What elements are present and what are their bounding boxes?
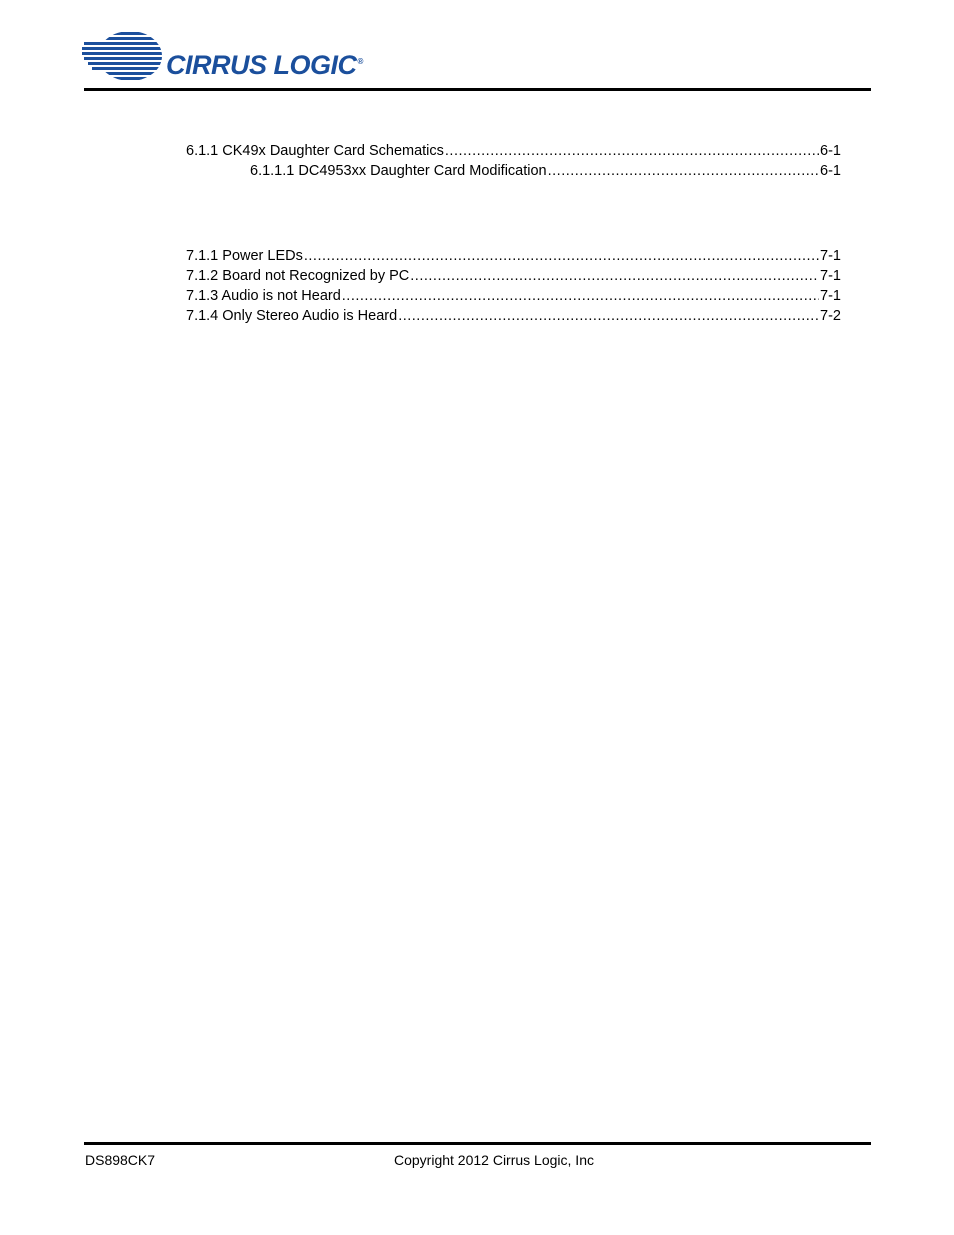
toc-leader-dots [342,287,819,305]
header-rule [84,88,871,91]
toc-leader-dots [304,247,819,265]
logo-wordmark: CIRRUS LOGIC® [166,50,363,80]
cirrus-logo-mark-icon [82,30,172,86]
footer-rule [84,1142,871,1145]
footer-doc-id: DS898CK7 [85,1152,156,1168]
toc-entry-page: 7-1 [820,248,841,264]
toc-entry-label: 7.1.4 Only Stereo Audio is Heard [186,308,398,324]
toc-entry-page: 7-1 [820,288,841,304]
toc-leader-dots [398,307,819,325]
toc-entry-label: 6.1.1.1 DC4953xx Daughter Card Modification [250,163,547,179]
toc-entry-label: 7.1.2 Board not Recognized by PC [186,268,410,284]
cirrus-logic-logo [82,30,372,86]
toc-entry-page: 7-1 [820,268,841,284]
toc-entry-label: 7.1.1 Power LEDs [186,248,303,264]
toc-entry[interactable] [186,287,841,305]
toc-entry[interactable] [186,267,841,285]
toc-entry-page: 6-1 [820,163,841,179]
toc-entry[interactable] [250,162,841,180]
toc-leader-dots [445,142,819,160]
toc-entry-page: 7-2 [820,308,841,324]
footer-copyright: Copyright 2012 Cirrus Logic, Inc [394,1152,594,1168]
toc-entry-page: 6-1 [820,143,841,159]
toc-leader-dots [548,162,819,180]
toc-entry[interactable] [186,307,841,325]
toc-entry[interactable] [186,142,841,160]
toc-entry-label: 7.1.3 Audio is not Heard [186,288,341,304]
toc-entry-label: 6.1.1 CK49x Daughter Card Schematics [186,143,444,159]
toc-leader-dots [410,267,819,285]
toc-entry[interactable] [186,247,841,265]
